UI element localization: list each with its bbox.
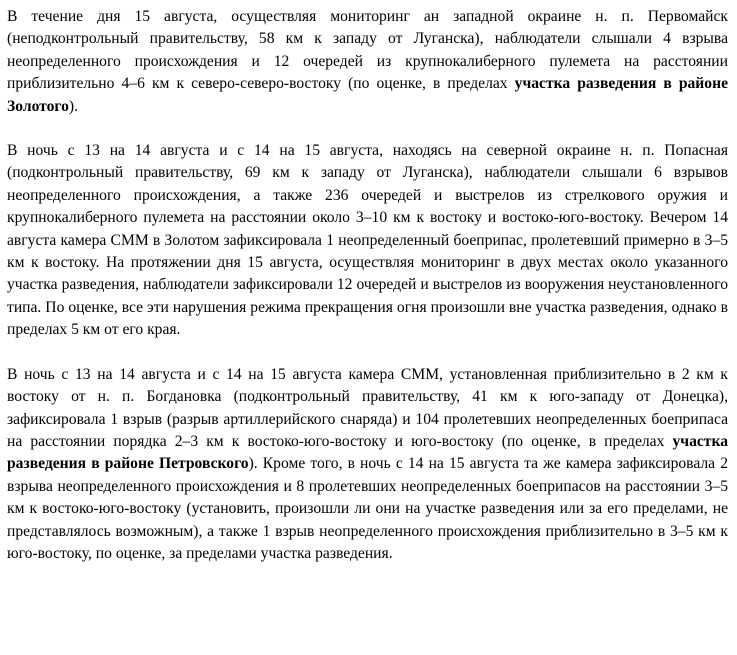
disengagement-area-zolote: участка разведения в районе Золотого — [7, 75, 728, 115]
paragraph-text: ). Кроме того, в ночь с 14 на 15 августа та же камера зафиксировала 2 взрыва неопределенного происхождения и 8 пролетевших неопределенных боеприпасов на расстоянии 3–5 км к востоко-юго-востоку (установить, произошли ли они на участке разведения или за его пределами, не представлялось возможным), а также 1 взрыв неопределенного происхождения приблизительно в 3–5 км к юго-востоку, по оценке, за пределами участка разведения. — [7, 455, 728, 562]
paragraph-text: В ночь с 13 на 14 августа и с 14 на 15 августа камера СММ, установленная приблизительно в 2 км к востоку от н. п. Богдановка (подконтрольный правительству, 41 км к юго-западу от Донецка), зафиксировала 1 взрыв (разрыв артиллерийского снаряда) и 104 пролетевших неопределенных боеприпаса на расстоянии порядка 2–3 км к востоко-юго-востоку и юго-востоку (по оценке, в пределах — [7, 365, 728, 450]
paragraph-text: ). — [68, 97, 78, 115]
paragraph-text: В течение дня 15 августа, осуществляя мониторинг ан западной окраине н. п. Первомайск (неподконтрольный правительству, 58 км к западу от Луганска), наблюдатели слышали 4 взрыва неопределенного происхождения и 12 очередей из крупнокалиберного пулемета на расстоянии приблизительно 4–6 км к северо-северо-востоку (по оценке, в пределах — [7, 8, 728, 93]
paragraph-popasna — [7, 140, 728, 342]
disengagement-area-petrivske: участка разведения в районе Петровского — [7, 432, 728, 473]
paragraph-bohdanivka — [7, 364, 728, 566]
paragraph-text: В ночь с 13 на 14 августа и с 14 на 15 августа, находясь на северной окраине н. п. Попасная (подконтрольный правительству, 69 км к западу от Луганска), наблюдатели слышали 6 взрывов неопределенного происхождения, а также 236 очередей и выстрелов из стрелкового оружия и крупнокалиберного пулемета на расстоянии около 3–10 км к востоку и востоко-юго-востоку. Вечером 14 августа камера СММ в Золотом зафиксировала 1 неопределенный боеприпас, пролетевший примерно в 3–5 км к востоку. На протяжении дня 15 августа, осуществляя мониторинг в двух местах около указанного участка разведения, наблюдатели зафиксировали 12 очередей и выстрелов из вооружения неустановленного типа. По оценке, все эти нарушения режима прекращения огня произошли вне участка разведения, однако в пределах 5 км от его края. — [7, 142, 728, 339]
paragraph-pervomaisk — [7, 6, 728, 118]
